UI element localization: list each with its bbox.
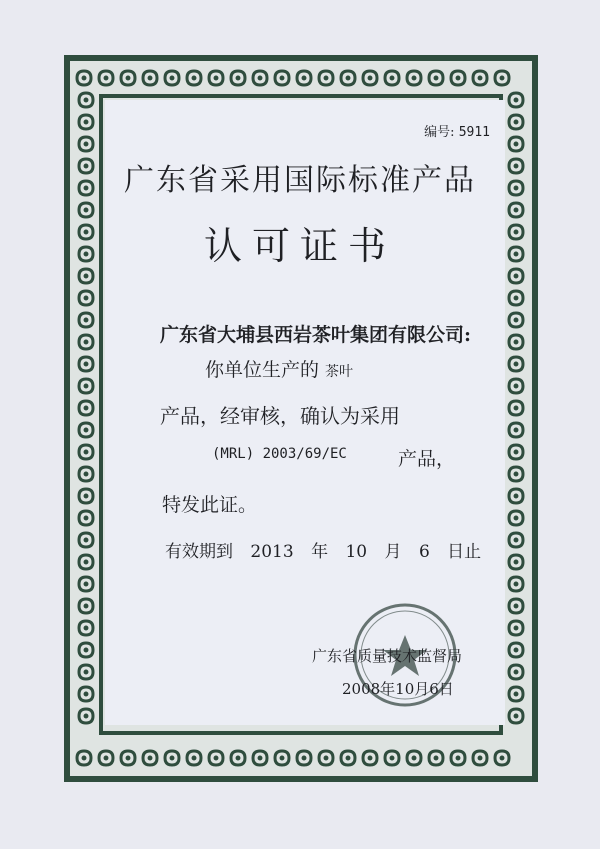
border-ornament-dot (390, 756, 395, 761)
border-ornament-dot (368, 76, 373, 81)
border-ornament-dot (514, 494, 519, 499)
border-ornament-dot (514, 98, 519, 103)
border-ornament-dot (192, 756, 197, 761)
product-line-prefix: 你单位生产的 (205, 359, 320, 381)
recipient-company: 广东省大埔县西岩茶叶集团有限公司: (160, 324, 472, 346)
border-ornament-dot (514, 274, 519, 279)
border-ornament-dot (514, 516, 519, 521)
issue-date: 2008年10月6日 (342, 680, 454, 698)
border-ornament-dot (84, 604, 89, 609)
border-ornament-dot (84, 208, 89, 213)
border-ornament-dot (280, 76, 285, 81)
certificate-subtitle: 认可证书 (203, 224, 396, 268)
border-ornament-dot (84, 428, 89, 433)
border-ornament-dot (514, 384, 519, 389)
validity-month: 10 (345, 542, 368, 562)
border-ornament-dot (346, 76, 351, 81)
border-ornament-dot (514, 428, 519, 433)
border-ornament-dot (84, 406, 89, 411)
border-ornament-dot (82, 756, 87, 761)
border-ornament-dot (514, 340, 519, 345)
border-ornament-dot (84, 516, 89, 521)
border-ornament-dot (514, 626, 519, 631)
border-ornament-dot (456, 76, 461, 81)
validity-prefix: 有效期到 (165, 542, 233, 562)
border-ornament-dot (84, 692, 89, 697)
standard-code: (MRL) 2003/69/EC (212, 446, 347, 462)
standard-suffix: 产品， (398, 448, 456, 470)
validity-suffix: 日止 (447, 542, 482, 562)
border-ornament-dot (192, 76, 197, 81)
border-ornament-dot (84, 670, 89, 675)
border-ornament-dot (104, 756, 109, 761)
product-name: 茶叶 (325, 364, 354, 380)
border-ornament-dot (84, 296, 89, 301)
border-ornament-dot (478, 76, 483, 81)
border-ornament-dot (514, 208, 519, 213)
review-statement: 产品，经审核，确认为采用 (160, 404, 400, 428)
border-ornament-dot (514, 318, 519, 323)
border-ornament-dot (84, 538, 89, 543)
border-ornament-dot (500, 76, 505, 81)
border-ornament-dot (280, 756, 285, 761)
border-ornament-dot (514, 362, 519, 367)
border-ornament-dot (104, 76, 109, 81)
border-ornament-dot (84, 362, 89, 367)
border-ornament-dot (412, 756, 417, 761)
validity-year-unit: 年 (311, 542, 329, 562)
border-ornament-dot (148, 756, 153, 761)
border-ornament-dot (236, 76, 241, 81)
border-ornament-dot (84, 626, 89, 631)
certificate-title: 广东省采用国际标准产品 (124, 163, 476, 198)
border-ornament-dot (514, 670, 519, 675)
validity-month-unit: 月 (384, 542, 402, 562)
validity-line (165, 537, 493, 562)
border-ornament-dot (514, 538, 519, 543)
border-ornament-dot (84, 98, 89, 103)
border-ornament-dot (514, 450, 519, 455)
validity-year: 2013 (250, 542, 294, 562)
border-ornament-dot (148, 76, 153, 81)
serial-label: 编号: (424, 125, 455, 140)
border-ornament-dot (514, 120, 519, 125)
border-ornament-dot (514, 472, 519, 477)
border-ornament-dot (84, 714, 89, 719)
border-ornament-dot (514, 142, 519, 147)
border-ornament-dot (302, 756, 307, 761)
border-ornament-dot (84, 384, 89, 389)
border-ornament-dot (390, 76, 395, 81)
border-ornament-dot (126, 76, 131, 81)
border-ornament-dot (170, 76, 175, 81)
border-ornament-dot (302, 76, 307, 81)
border-ornament-dot (324, 76, 329, 81)
border-ornament-dot (84, 450, 89, 455)
border-ornament-dot (478, 756, 483, 761)
border-ornament-dot (500, 756, 505, 761)
border-ornament-dot (214, 76, 219, 81)
border-ornament-dot (84, 560, 89, 565)
border-ornament-dot (170, 756, 175, 761)
border-ornament-dot (84, 340, 89, 345)
validity-day: 6 (418, 542, 430, 562)
border-ornament-dot (514, 560, 519, 565)
border-ornament-dot (82, 76, 87, 81)
product-line (205, 355, 353, 382)
border-ornament-dot (514, 406, 519, 411)
serial-number (424, 121, 490, 140)
border-ornament-dot (258, 756, 263, 761)
border-ornament-dot (258, 76, 263, 81)
border-ornament-dot (84, 318, 89, 323)
border-ornament-dot (324, 756, 329, 761)
issuance-statement: 特发此证。 (162, 494, 258, 516)
border-ornament-dot (514, 296, 519, 301)
border-ornament-dot (514, 714, 519, 719)
border-ornament-dot (84, 142, 89, 147)
border-ornament-dot (434, 756, 439, 761)
border-ornament-dot (456, 756, 461, 761)
border-ornament-dot (434, 76, 439, 81)
border-ornament-dot (346, 756, 351, 761)
border-ornament-dot (214, 756, 219, 761)
border-ornament-dot (514, 604, 519, 609)
border-ornament-dot (84, 648, 89, 653)
border-ornament-dot (84, 582, 89, 587)
border-ornament-dot (412, 76, 417, 81)
border-ornament-dot (84, 120, 89, 125)
issuing-authority: 广东省质量技术监督局 (312, 647, 463, 665)
border-ornament-dot (514, 648, 519, 653)
border-ornament-dot (368, 756, 373, 761)
serial-value: 5911 (458, 125, 490, 140)
border-ornament-dot (84, 472, 89, 477)
border-ornament-dot (514, 692, 519, 697)
border-ornament-dot (236, 756, 241, 761)
border-ornament-dot (84, 274, 89, 279)
border-ornament-dot (84, 494, 89, 499)
border-ornament-dot (514, 582, 519, 587)
border-ornament-dot (126, 756, 131, 761)
